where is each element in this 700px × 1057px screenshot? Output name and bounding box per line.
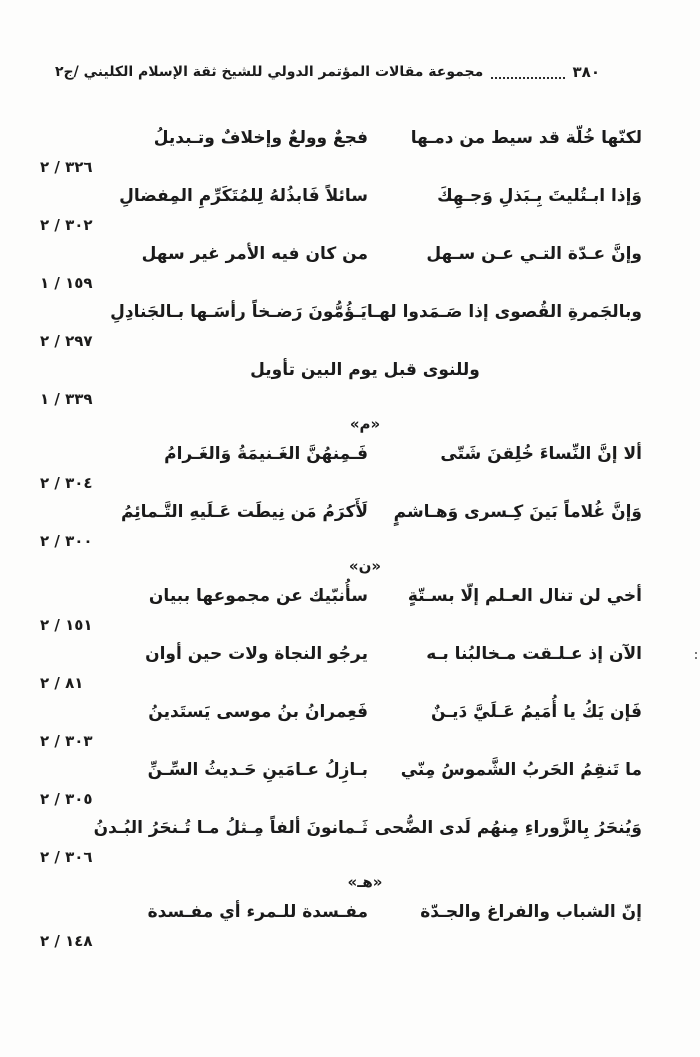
verse-block [0, 178, 700, 236]
verse-first-hemistich: وَإنَّ غُلاماً بَينَ كِـسرى وَهـاشمٍ [393, 502, 642, 522]
verse-reference: ٣٠٠ / ٢ [40, 532, 93, 550]
verse-block [0, 578, 700, 636]
verse-reference: ٣٠٤ / ٢ [40, 474, 93, 492]
verse-second-hemistich: سأُنبّيك عن مجموعها ببيان [148, 586, 368, 606]
section-letter-marker: «ن» [348, 557, 382, 575]
scan-noise-speck [695, 652, 697, 654]
verse-block [0, 436, 700, 494]
verse-second-hemistich: فَـمِنهُنَّ الغَـنيمَةُ وَالغَـرامُ [164, 444, 368, 464]
section-letter-marker: «م» [349, 415, 381, 433]
verse-first-hemistich: فَإن يَكُ يا أُمَيمُ عَـلَيَّ دَيـنٌ [431, 702, 642, 722]
verse-first-hemistich: وَإذا ابـتُليتَ بِـبَذلِ وَجـهِكَ [437, 186, 642, 206]
verse-first-hemistich: الآن إذ عـلـقت مـخالبُنا بـه [426, 644, 642, 664]
dot-leader [491, 77, 564, 79]
verse-line [0, 694, 700, 730]
verse-line [0, 810, 700, 846]
verse-block [0, 120, 700, 178]
verse-block [0, 494, 700, 552]
verse-first-hemistich: ما تَنقِمُ الحَربُ الشَّموسُ مِنّي [400, 760, 642, 780]
verse-first-hemistich: ألا إنَّ النِّساءَ خُلِقنَ شَتّى [440, 444, 642, 464]
verse-line [0, 436, 700, 472]
verses-section [0, 120, 700, 952]
verse-reference: ١٥٩ / ١ [40, 274, 93, 292]
verse-block [0, 894, 700, 952]
verse-reference: ١٤٨ / ٢ [40, 932, 93, 950]
verse-line [0, 894, 700, 930]
verse-reference: ٣٣٩ / ١ [40, 390, 93, 408]
verse-line [0, 578, 700, 614]
verse-reference: ٣٠٢ / ٢ [40, 216, 93, 234]
verse-block [0, 236, 700, 294]
verse-reference: ٨١ / ٢ [40, 674, 84, 692]
verse-line [0, 120, 700, 156]
verse-line [0, 178, 700, 214]
verse-second-hemistich: سائلاً فَابذُلهُ لِلمُتَكَرِّمِ المِفضالِ [119, 186, 368, 206]
verse-second-hemistich: لَأَكرَمُ مَن نِيطَت عَـلَيهِ التَّـمائِمُ [120, 502, 368, 522]
verse-second-hemistich: فَعِمرانُ بنُ موسى يَستَدينُ [148, 702, 368, 722]
single-hemistich: وللنوى قبل يوم البين تأويل [250, 360, 480, 380]
verse-block [0, 752, 700, 810]
verse-reference: ٢٩٧ / ٢ [40, 332, 93, 350]
page-number: ٣٨٠ [572, 63, 600, 81]
verse-line [0, 236, 700, 272]
verse-second-hemistich: ثَـمانونَ ألفاً مِـثلُ مـا تُـنحَرُ البُـدنُ [93, 818, 368, 838]
verse-block [0, 352, 700, 410]
verse-reference: ٣٠٦ / ٢ [40, 848, 93, 866]
verse-first-hemistich: وبالجَمرةِ القُصوى إذا صَـمَدوا لهـا [366, 302, 642, 322]
verse-line [0, 752, 700, 788]
verse-first-hemistich: أخي لن تنال العـلم إلّا بسـتّةٍ [407, 586, 642, 606]
verse-block [0, 294, 700, 352]
verse-first-hemistich: لكنّها خُلّة قد سيط من دمـها [410, 128, 642, 148]
verse-first-hemistich: وإنَّ عـدّة التـي عـن سـهل [426, 244, 642, 264]
verse-second-hemistich: فجعٌ وولعٌ وإخلافٌ وتـبديلُ [153, 128, 368, 148]
verse-line [0, 294, 700, 330]
verse-first-hemistich: وَيُنحَرُ بِالزَّوراءِ مِنهُم لَدى الضُّحى [374, 818, 642, 838]
page-header [0, 0, 700, 88]
verse-second-hemistich: يرجُو النجاة ولات حين أوان [145, 644, 368, 664]
verse-reference: ٣٠٥ / ٢ [40, 790, 93, 808]
verse-second-hemistich: يَـؤُمُّونَ رَضـخاً رأسَـها بـالجَنادِلِ [110, 302, 367, 322]
verse-block [0, 694, 700, 752]
section-letter-marker: «هـ» [347, 873, 383, 891]
verse-line [0, 636, 700, 672]
verse-reference: ٣٠٣ / ٢ [40, 732, 93, 750]
verse-second-hemistich: من كان فيه الأمر غير سهل [141, 244, 368, 264]
verse-line [0, 494, 700, 530]
verse-block [0, 810, 700, 868]
verse-block [0, 636, 700, 694]
verse-reference: ١٥١ / ٢ [40, 616, 93, 634]
verse-second-hemistich: بـازِلُ عـامَينِ حَـديثُ السِّـنِّ [147, 760, 368, 780]
verse-reference: ٣٢٦ / ٢ [40, 158, 93, 176]
running-title: مجموعة مقالات المؤتمر الدولي للشيخ ثقة الإسلام الكليني /ج٢ [55, 64, 484, 80]
verse-first-hemistich: إنّ الشباب والفراغ والجـدّة [420, 902, 642, 922]
verse-second-hemistich: مفـسدة للـمرء أي مفـسدة [147, 902, 368, 922]
